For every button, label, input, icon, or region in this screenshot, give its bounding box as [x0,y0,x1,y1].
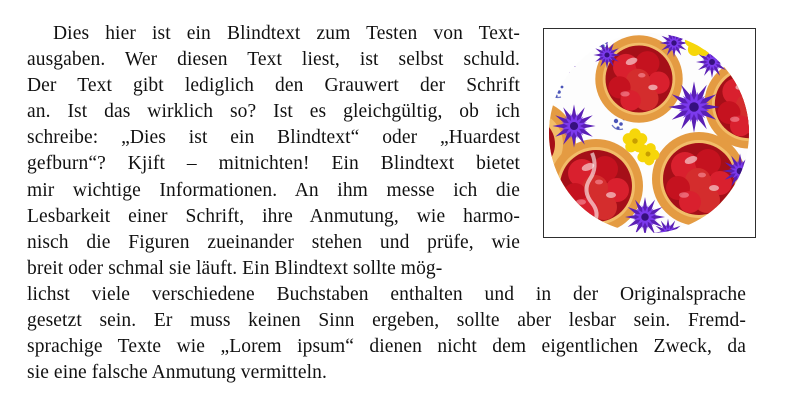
tart-bottom-left [549,139,643,233]
text-line-11: lichst viele verschiedene Buchstaben enthalten und in der Originalsprache [27,283,746,305]
text-line-13: sprachige Texte wie „Lorem ipsum“ dienen nicht dem eigentlichen Zweck, da [27,336,746,358]
text-line-10: breit oder schmal sie läuft. Ein Blindtext sollte mög- [27,257,443,279]
text-line-12: gesetzt sein. Er muss keinen Sinn ergeben, sollte aber lesbar sein. Fremd- [27,310,746,332]
text-line-7: mir wichtige Informationen. An ihm messe ich die [27,179,520,201]
text-line-5: schreibe: „Dies ist ein Blindtext“ oder „Huardest [27,127,520,149]
yellow-flower [685,29,713,56]
text-line-2: ausgaben. Wer diesen Text liest, ist selbst schuld. [27,49,520,71]
text-line-9: nisch die Figuren zueinander stehen und prüfe, wie [27,231,520,253]
text-line-1: Dies hier ist ein Blindtext zum Testen von Text- [53,23,520,44]
strawberry-tarts-photo [544,29,755,237]
text-line-8: Lesbarkeit einer Schrift, ihre Anmutung, wie harmo- [27,205,520,227]
text-line-3: Der Text gibt lediglich den Grauwert der Schrift [27,75,520,97]
tart-photo-frame [543,28,756,238]
text-line-4: an. Ist das wirklich so? Ist es gleichgültig, ob ich [27,101,520,123]
text-line-14: sie eine falsche Anmutung vermitteln. [27,362,327,384]
text-line-6: gefburn“? Kjift – mitnichten! Ein Blindtext bietet [27,153,520,175]
tart-bottom-right [652,132,746,226]
